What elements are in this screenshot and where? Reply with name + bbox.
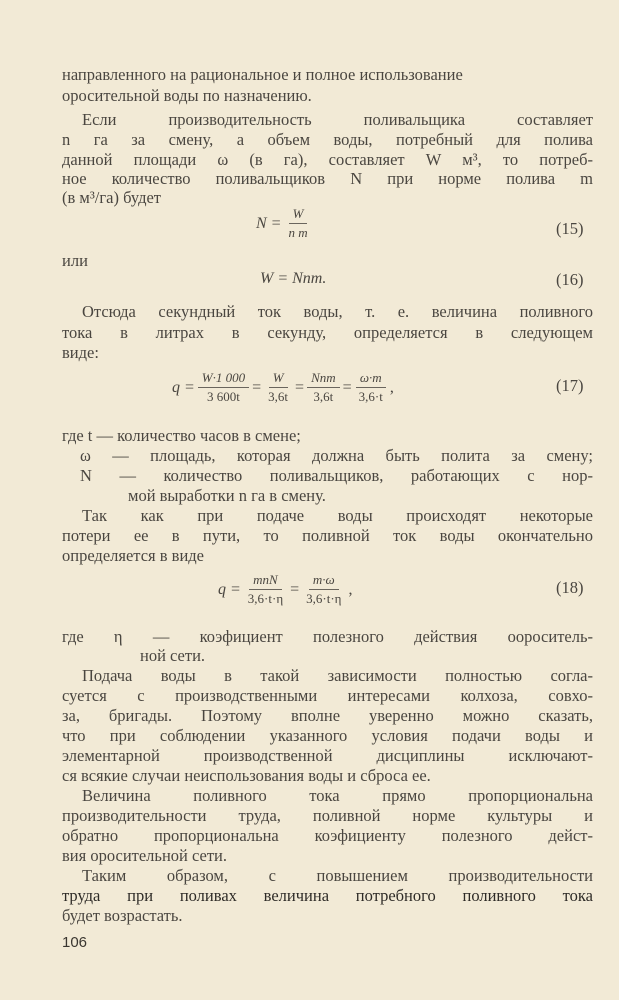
- text-line: ся всякие случаи неиспользования воды и сброса ее.: [62, 766, 431, 785]
- text-line: будет возрастать.: [62, 906, 183, 925]
- equals-sign: =: [290, 580, 300, 598]
- text-line: за, бригады. Поэтому вполне уверенно можно сказать,: [62, 706, 593, 725]
- equation-16: W = Nnm.: [260, 270, 327, 287]
- text-line: Отсюда секундный ток воды, т. е. величина поливного: [82, 302, 593, 321]
- equation-17: [172, 370, 394, 405]
- text-line: направленного на рациональное и полное использование: [62, 65, 463, 84]
- text-line: ное количество поливальщиков N при норме полива m: [62, 169, 593, 188]
- denominator: 3,6·t·η: [306, 591, 342, 606]
- denominator: 3 600t: [207, 389, 240, 404]
- numerator: ω·m: [356, 370, 386, 388]
- denominator: 3,6·t·η: [247, 591, 284, 606]
- denominator: 3,6·t: [358, 389, 383, 404]
- denominator: n m: [288, 225, 308, 240]
- text-line: ω — площадь, которая должна быть полита за смену;: [80, 446, 593, 465]
- eq-lhs: q =: [172, 378, 195, 396]
- fraction: [355, 370, 387, 405]
- text-line: мой выработки n га в смену.: [128, 486, 326, 505]
- fraction: [264, 370, 292, 405]
- text-line: где η — коэфициент полезного действия оороситель-: [62, 627, 593, 646]
- numerator: mnN: [249, 572, 282, 590]
- fraction: [302, 572, 345, 607]
- text-line: вия оросительной сети.: [62, 846, 227, 865]
- text-line: Так как при подаче воды происходят некоторые: [82, 506, 593, 525]
- equation-number: (16): [556, 270, 584, 289]
- text-line: Если производительность поливальщика составляет: [82, 110, 593, 129]
- fraction: [307, 370, 340, 405]
- text-line: Подача воды в такой зависимости полностью согла-: [82, 666, 593, 685]
- text-line: определяется в виде: [62, 546, 205, 565]
- text-line: элементарной производственной дисциплины исключают-: [62, 746, 593, 765]
- text-line: виде:: [62, 343, 99, 362]
- equation-number: (18): [556, 578, 584, 597]
- text-line: оросительной воды по назначению.: [62, 86, 312, 105]
- eq-lhs: N =: [256, 214, 282, 232]
- text-line: Таким образом, с повышением производительности: [82, 866, 593, 885]
- numerator: W: [289, 206, 308, 224]
- text-line: (в м³/га) будет: [62, 188, 161, 207]
- denominator: 3,6t: [268, 389, 289, 404]
- equation-15: [256, 206, 315, 241]
- eq-lhs: q =: [218, 580, 241, 598]
- numerator: W: [269, 370, 288, 388]
- text-line: что при соблюдении указанного условия подачи воды и: [62, 726, 593, 745]
- page-number: 106: [62, 934, 88, 951]
- text-line: потери ее в пути, то поливной ток воды окончательно: [62, 526, 593, 545]
- text-line: обратно пропорциональна коэфициенту полезного дейст-: [62, 826, 593, 845]
- fraction: [284, 206, 311, 241]
- comma: ,: [348, 580, 353, 598]
- equals-sign: =: [252, 378, 262, 396]
- fraction: [244, 572, 287, 607]
- numerator: Nnm: [307, 370, 340, 388]
- equation-number: (15): [556, 219, 584, 238]
- text-line: N — количество поливальщиков, работающих с нор-: [80, 466, 593, 485]
- text-line: где t — количество часов в смене;: [62, 426, 301, 445]
- denominator: 3,6t: [313, 389, 334, 404]
- text-line: труда при поливах величина потребного поливного тока: [62, 886, 593, 905]
- text-line: Величина поливного тока прямо пропорциональна: [82, 786, 593, 805]
- equals-sign: =: [295, 378, 305, 396]
- text-line: производительности труда, поливной норме культуры и: [62, 806, 593, 825]
- equals-sign: =: [342, 378, 352, 396]
- text-line: тока в литрах в секунду, определяется в следующем: [62, 323, 593, 342]
- text-line: данной площади ω (в га), составляет W м³, то потреб-: [62, 150, 593, 169]
- fraction: [198, 370, 249, 405]
- equation-18: [218, 572, 352, 607]
- comma: ,: [389, 378, 394, 396]
- text-line: или: [62, 251, 88, 270]
- text-line: n га за смену, а объем воды, потребный для полива: [62, 130, 593, 149]
- text-line: ной сети.: [140, 646, 206, 665]
- numerator: m·ω: [309, 572, 339, 590]
- equation-number: (17): [556, 376, 584, 395]
- numerator: W·1 000: [198, 370, 249, 388]
- text-line: суется с производственными интересами колхоза, совхо-: [62, 686, 593, 705]
